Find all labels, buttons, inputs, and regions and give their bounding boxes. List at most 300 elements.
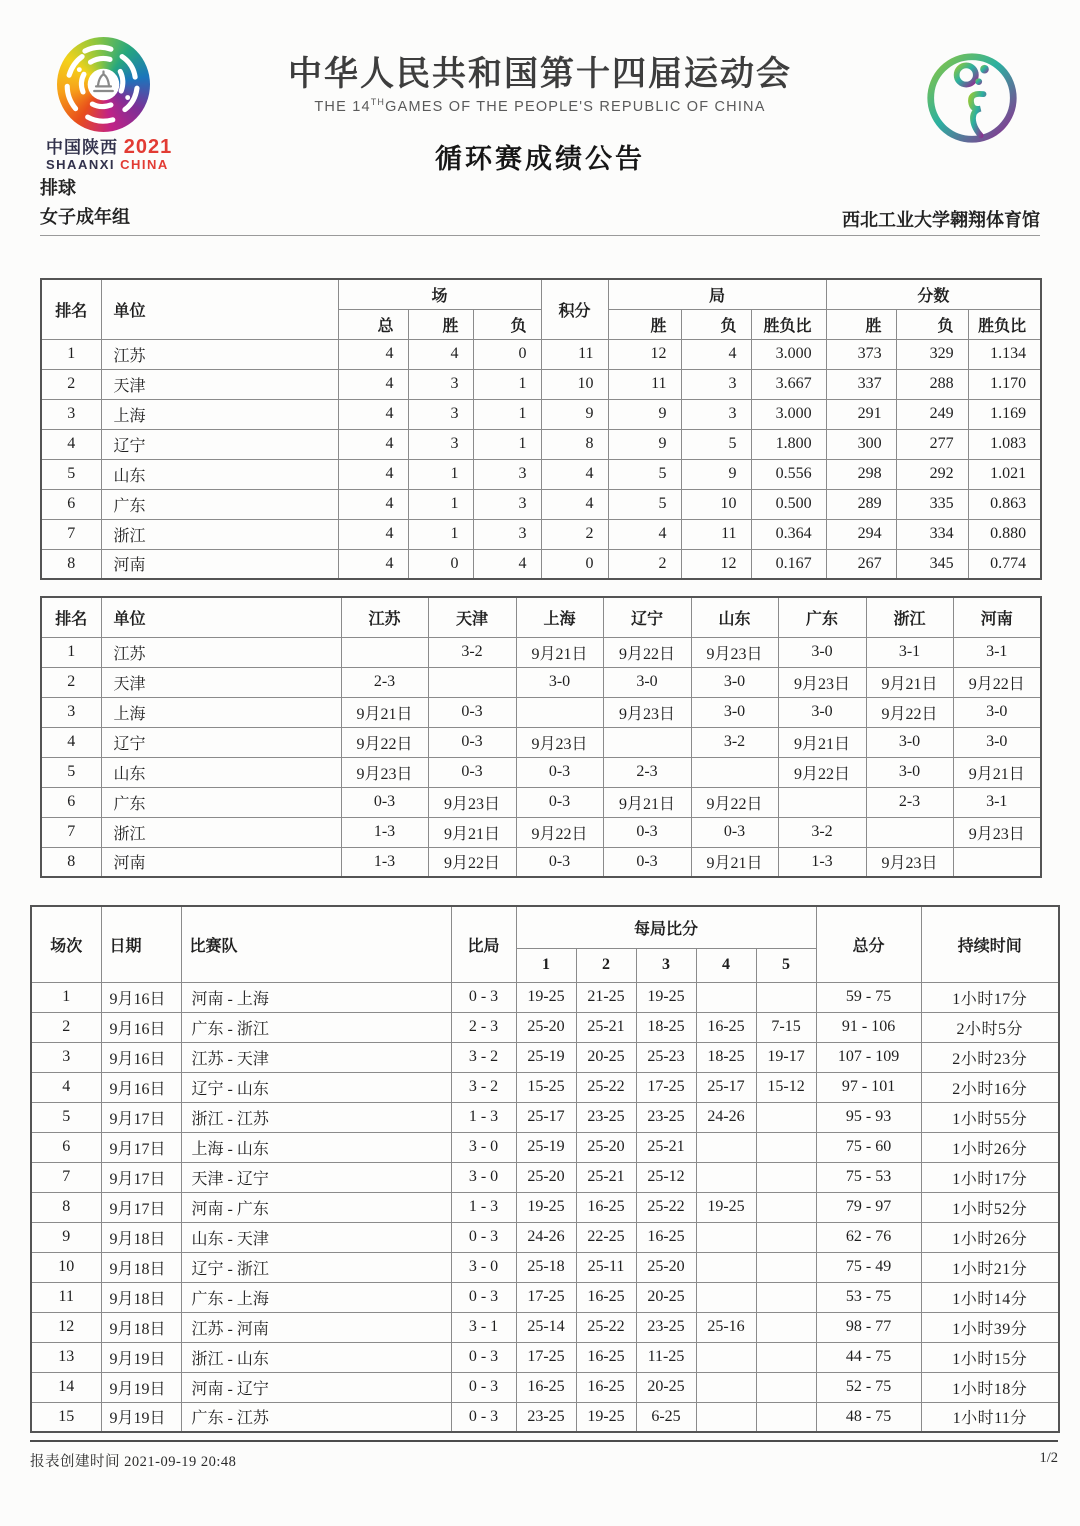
table-cell: 21-25 (576, 982, 636, 1012)
table-cell: 267 (826, 549, 896, 579)
table-cell: 18-25 (696, 1042, 756, 1072)
table-cell: 辽宁 - 浙江 (181, 1252, 451, 1282)
match-row (31, 1192, 1059, 1222)
table-cell: 2-3 (603, 757, 691, 787)
table-cell: 298 (826, 459, 896, 489)
table-cell: 9月22日 (778, 757, 866, 787)
table-cell (756, 1132, 816, 1162)
set-1-header: 1 (516, 948, 576, 982)
set-4-header: 4 (696, 948, 756, 982)
table-cell (953, 847, 1041, 877)
table-cell: 3 (408, 399, 473, 429)
table-cell: 3-0 (691, 697, 778, 727)
table-cell: 0.880 (968, 519, 1041, 549)
table-cell: 浙江 - 江苏 (181, 1102, 451, 1132)
sub-loss: 负 (473, 309, 541, 339)
set-5-header: 5 (756, 948, 816, 982)
table-cell: 3-0 (778, 697, 866, 727)
table-cell: 1 (408, 459, 473, 489)
table-cell: 9月23日 (691, 637, 778, 667)
table-cell: 23-25 (576, 1102, 636, 1132)
table-cell: 9月21日 (341, 697, 428, 727)
table-cell: 20-25 (576, 1042, 636, 1072)
table-cell: 5 (608, 489, 681, 519)
table-cell: 62 - 76 (816, 1222, 921, 1252)
sport-pictogram-logo (924, 50, 1020, 150)
table-cell: 上海 - 山东 (181, 1132, 451, 1162)
table-cell: 9月21日 (866, 667, 953, 697)
table-cell: 9月19日 (101, 1402, 181, 1432)
set-3-header: 3 (636, 948, 696, 982)
table-cell: 1.021 (968, 459, 1041, 489)
table-cell: 9月22日 (516, 817, 603, 847)
table-cell: 9月16日 (101, 1042, 181, 1072)
table-cell (756, 1162, 816, 1192)
table-cell: 9月23日 (603, 697, 691, 727)
match-row (31, 1342, 1059, 1372)
col-opponent: 广东 (778, 597, 866, 637)
set-2-header: 2 (576, 948, 636, 982)
standings-row (41, 339, 1041, 369)
matrix-row (41, 757, 1041, 787)
table-cell: 11 (681, 519, 751, 549)
table-cell: 75 - 60 (816, 1132, 921, 1162)
table-cell: 17-25 (516, 1342, 576, 1372)
table-cell: 0-3 (603, 817, 691, 847)
table-cell: 25-12 (636, 1162, 696, 1192)
table-cell: 0.774 (968, 549, 1041, 579)
table-cell: 1小时21分 (921, 1252, 1059, 1282)
table-cell: 16-25 (576, 1192, 636, 1222)
standings-table (40, 278, 1042, 580)
sub-score-loss: 负 (896, 309, 968, 339)
match-row (31, 1252, 1059, 1282)
title-block (0, 46, 1080, 176)
table-cell: 25-23 (636, 1042, 696, 1072)
table-cell: 0.863 (968, 489, 1041, 519)
table-cell (756, 1402, 816, 1432)
table-cell: 107 - 109 (816, 1042, 921, 1072)
table-cell: 25-14 (516, 1312, 576, 1342)
table-cell (756, 1102, 816, 1132)
emblem-caption-cn: 中国陕西 (46, 138, 118, 157)
table-cell: 1.170 (968, 369, 1041, 399)
table-cell: 11-25 (636, 1342, 696, 1372)
table-cell: 337 (826, 369, 896, 399)
table-cell: 16-25 (636, 1222, 696, 1252)
table-cell: 江苏 - 天津 (181, 1042, 451, 1072)
sub-total: 总 (338, 309, 408, 339)
table-cell: 广东 - 上海 (181, 1282, 451, 1312)
col-team: 单位 (101, 279, 338, 339)
sub-set-ratio: 胜负比 (751, 309, 826, 339)
table-cell: 1-3 (778, 847, 866, 877)
table-cell: 0.167 (751, 549, 826, 579)
table-cell: 16-25 (516, 1372, 576, 1402)
table-cell: 3 (681, 399, 751, 429)
table-cell: 广东 (101, 787, 341, 817)
table-cell: 4 (681, 339, 751, 369)
page-number: 1/2 (1039, 1450, 1058, 1466)
standings-row (41, 399, 1041, 429)
table-cell: 4 (608, 519, 681, 549)
table-cell: 2 (31, 1012, 101, 1042)
table-cell: 9月18日 (101, 1222, 181, 1252)
col-set-score: 比局 (451, 906, 516, 982)
emblem-caption-country: CHINA (120, 157, 169, 172)
table-cell: 25-20 (516, 1162, 576, 1192)
matrix-row (41, 697, 1041, 727)
table-cell: 345 (896, 549, 968, 579)
table-cell: 25-20 (576, 1132, 636, 1162)
table-cell (603, 727, 691, 757)
table-cell: 1 (408, 489, 473, 519)
group-matches: 场 (338, 279, 541, 309)
table-cell: 0 (473, 339, 541, 369)
table-cell: 25-17 (516, 1102, 576, 1132)
table-cell: 48 - 75 (816, 1402, 921, 1432)
table-cell: 3 (681, 369, 751, 399)
table-cell: 10 (541, 369, 608, 399)
table-cell: 河南 (101, 847, 341, 877)
table-cell: 25-16 (696, 1312, 756, 1342)
group-scores: 分数 (826, 279, 1041, 309)
matrix-row (41, 847, 1041, 877)
table-cell: 广东 - 浙江 (181, 1012, 451, 1042)
table-cell: 0 - 3 (451, 982, 516, 1012)
table-cell: 53 - 75 (816, 1282, 921, 1312)
table-cell: 1.083 (968, 429, 1041, 459)
table-cell: 9月16日 (101, 982, 181, 1012)
table-cell: 17-25 (636, 1072, 696, 1102)
table-cell: 23-25 (516, 1402, 576, 1432)
table-cell: 9月21日 (428, 817, 516, 847)
table-cell: 9月23日 (953, 817, 1041, 847)
table-cell: 1-3 (341, 817, 428, 847)
table-cell: 山东 (101, 459, 338, 489)
table-cell: 7 (31, 1162, 101, 1192)
table-cell: 0-3 (603, 847, 691, 877)
table-cell: 河南 - 辽宁 (181, 1372, 451, 1402)
table-cell: 0 - 3 (451, 1342, 516, 1372)
match-row (31, 1132, 1059, 1162)
table-cell: 3-0 (866, 727, 953, 757)
table-cell: 9月16日 (101, 1072, 181, 1102)
table-cell: 2 (41, 667, 101, 697)
table-cell: 3 - 0 (451, 1132, 516, 1162)
table-cell: 3 - 0 (451, 1252, 516, 1282)
table-cell: 294 (826, 519, 896, 549)
table-cell: 9 (31, 1222, 101, 1252)
table-cell: 1 - 3 (451, 1102, 516, 1132)
table-cell: 2小时5分 (921, 1012, 1059, 1042)
col-team: 单位 (101, 597, 341, 637)
table-cell (756, 1342, 816, 1372)
matrix-row (41, 727, 1041, 757)
table-cell: 9月23日 (778, 667, 866, 697)
table-cell: 4 (31, 1072, 101, 1102)
table-cell: 上海 (101, 697, 341, 727)
table-cell: 6 (31, 1132, 101, 1162)
table-cell: 9月22日 (428, 847, 516, 877)
table-cell (696, 982, 756, 1012)
table-cell: 1 (473, 429, 541, 459)
table-cell: 9月21日 (778, 727, 866, 757)
table-cell: 河南 - 上海 (181, 982, 451, 1012)
sub-score-win: 胜 (826, 309, 896, 339)
col-teams: 比赛队 (181, 906, 451, 982)
table-cell: 3 (31, 1042, 101, 1072)
group-label: 女子成年组 (40, 207, 130, 227)
table-cell: 4 (338, 459, 408, 489)
table-cell: 上海 (101, 399, 338, 429)
table-cell: 0-3 (516, 847, 603, 877)
table-cell: 19-17 (756, 1042, 816, 1072)
page-footer (30, 1450, 1058, 1471)
table-cell: 2-3 (866, 787, 953, 817)
table-cell: 3 - 2 (451, 1072, 516, 1102)
table-cell: 9月23日 (516, 727, 603, 757)
table-cell: 20-25 (636, 1282, 696, 1312)
group-sets: 局 (608, 279, 826, 309)
table-cell: 3 - 1 (451, 1312, 516, 1342)
table-cell: 292 (896, 459, 968, 489)
table-cell: 山东 - 天津 (181, 1222, 451, 1252)
match-row (31, 1312, 1059, 1342)
table-cell: 6 (41, 489, 101, 519)
col-duration: 持续时间 (921, 906, 1059, 982)
header-divider (40, 235, 1040, 236)
table-cell: 25-21 (576, 1012, 636, 1042)
table-cell: 1小时18分 (921, 1372, 1059, 1402)
table-cell: 7 (41, 817, 101, 847)
group-set-scores: 每局比分 (516, 906, 816, 948)
matrix-row (41, 637, 1041, 667)
table-cell: 江苏 (101, 637, 341, 667)
col-match-no: 场次 (31, 906, 101, 982)
match-row (31, 1402, 1059, 1432)
table-cell: 广东 - 江苏 (181, 1402, 451, 1432)
table-cell: 1 (473, 399, 541, 429)
table-cell: 3-0 (516, 667, 603, 697)
table-cell: 9 (608, 399, 681, 429)
table-cell: 9月23日 (866, 847, 953, 877)
table-cell: 13 (31, 1342, 101, 1372)
table-cell: 25-11 (576, 1252, 636, 1282)
table-cell: 1小时15分 (921, 1342, 1059, 1372)
table-cell: 25-22 (576, 1072, 636, 1102)
table-cell: 6 (41, 787, 101, 817)
col-opponent: 浙江 (866, 597, 953, 637)
table-cell: 1小时17分 (921, 1162, 1059, 1192)
table-cell: 8 (41, 847, 101, 877)
table-cell: 75 - 49 (816, 1252, 921, 1282)
table-cell: 辽宁 (101, 429, 338, 459)
table-cell: 79 - 97 (816, 1192, 921, 1222)
table-cell: 1小时26分 (921, 1222, 1059, 1252)
matrix-row (41, 817, 1041, 847)
match-row (31, 1012, 1059, 1042)
table-cell: 5 (41, 757, 101, 787)
match-row (31, 1372, 1059, 1402)
table-cell: 3-1 (953, 637, 1041, 667)
table-cell: 4 (338, 429, 408, 459)
table-cell: 0-3 (428, 697, 516, 727)
table-cell: 3 (473, 519, 541, 549)
standings-table-wrap (40, 278, 1040, 580)
table-cell: 16-25 (576, 1342, 636, 1372)
table-cell: 2 - 3 (451, 1012, 516, 1042)
table-cell: 25-19 (516, 1132, 576, 1162)
table-cell: 75 - 53 (816, 1162, 921, 1192)
table-cell: 3.667 (751, 369, 826, 399)
table-cell: 河南 (101, 549, 338, 579)
matrix-row (41, 667, 1041, 697)
table-cell: 1-3 (341, 847, 428, 877)
table-cell: 4 (338, 549, 408, 579)
table-cell: 0-3 (341, 787, 428, 817)
table-cell (696, 1282, 756, 1312)
table-cell (756, 1222, 816, 1252)
table-cell: 44 - 75 (816, 1342, 921, 1372)
head-to-head-table (40, 596, 1042, 878)
table-cell: 59 - 75 (816, 982, 921, 1012)
table-cell (341, 637, 428, 667)
sub-set-win: 胜 (608, 309, 681, 339)
table-cell: 3-0 (866, 757, 953, 787)
table-cell: 19-25 (636, 982, 696, 1012)
table-cell: 9月23日 (341, 757, 428, 787)
table-cell: 3-0 (953, 697, 1041, 727)
table-cell: 山东 (101, 757, 341, 787)
table-cell: 9月18日 (101, 1312, 181, 1342)
table-cell: 9 (541, 399, 608, 429)
table-cell: 11 (31, 1282, 101, 1312)
table-cell: 9 (681, 459, 751, 489)
table-cell: 11 (541, 339, 608, 369)
match-row (31, 1162, 1059, 1192)
table-cell: 9月19日 (101, 1372, 181, 1402)
table-cell: 0 - 3 (451, 1372, 516, 1402)
matrix-row (41, 787, 1041, 817)
table-cell: 4 (41, 727, 101, 757)
table-cell: 0 (541, 549, 608, 579)
table-cell: 15-25 (516, 1072, 576, 1102)
report-created-time: 报表创建时间 2021-09-19 20:48 (30, 1454, 237, 1470)
table-cell: 3-1 (866, 637, 953, 667)
table-cell: 0 - 3 (451, 1402, 516, 1432)
standings-row (41, 519, 1041, 549)
table-cell: 8 (541, 429, 608, 459)
table-cell (696, 1162, 756, 1192)
table-cell: 1 (31, 982, 101, 1012)
dancing-figure-icon (924, 50, 1020, 146)
table-cell: 12 (31, 1312, 101, 1342)
page-title: 中华人民共和国第十四届运动会 (288, 55, 792, 93)
table-cell: 1.134 (968, 339, 1041, 369)
standings-row (41, 369, 1041, 399)
table-cell: 4 (541, 489, 608, 519)
table-cell: 10 (681, 489, 751, 519)
table-cell: 浙江 (101, 519, 338, 549)
table-cell: 2小时23分 (921, 1042, 1059, 1072)
table-cell: 249 (896, 399, 968, 429)
table-cell: 3-0 (691, 667, 778, 697)
table-cell: 19-25 (576, 1402, 636, 1432)
table-cell (866, 817, 953, 847)
table-cell: 9月17日 (101, 1102, 181, 1132)
table-cell: 3 (41, 399, 101, 429)
table-cell: 11 (608, 369, 681, 399)
table-cell: 3-2 (778, 817, 866, 847)
table-cell: 7 (41, 519, 101, 549)
standings-row (41, 459, 1041, 489)
table-cell: 1小时55分 (921, 1102, 1059, 1132)
table-cell: 300 (826, 429, 896, 459)
table-cell: 2 (608, 549, 681, 579)
table-cell: 19-25 (696, 1192, 756, 1222)
table-cell: 0.556 (751, 459, 826, 489)
table-cell: 373 (826, 339, 896, 369)
table-cell: 2-3 (341, 667, 428, 697)
table-cell: 0 (408, 549, 473, 579)
standings-row (41, 429, 1041, 459)
table-cell: 1小时17分 (921, 982, 1059, 1012)
table-cell: 3 - 2 (451, 1042, 516, 1072)
table-cell: 3-0 (778, 637, 866, 667)
table-cell: 97 - 101 (816, 1072, 921, 1102)
col-opponent: 河南 (953, 597, 1041, 637)
table-cell: 9月21日 (603, 787, 691, 817)
table-cell: 9月21日 (516, 637, 603, 667)
table-cell: 3.000 (751, 339, 826, 369)
table-cell (516, 697, 603, 727)
table-cell: 江苏 - 河南 (181, 1312, 451, 1342)
col-total: 总分 (816, 906, 921, 982)
table-cell: 9月18日 (101, 1282, 181, 1312)
table-cell: 1 (408, 519, 473, 549)
table-cell: 95 - 93 (816, 1102, 921, 1132)
matches-table-wrap (30, 905, 1058, 1433)
table-cell: 15-12 (756, 1072, 816, 1102)
table-cell: 9月17日 (101, 1132, 181, 1162)
venue-label: 西北工业大学翱翔体育馆 (842, 210, 1040, 230)
table-cell: 16-25 (576, 1282, 636, 1312)
table-cell: 9月22日 (866, 697, 953, 727)
table-cell: 12 (681, 549, 751, 579)
match-row (31, 1072, 1059, 1102)
table-cell: 3 (408, 429, 473, 459)
table-cell (691, 757, 778, 787)
matrix-table-wrap (40, 596, 1040, 878)
table-cell: 4 (541, 459, 608, 489)
table-cell: 1 (41, 339, 101, 369)
col-opponent: 山东 (691, 597, 778, 637)
sport-label: 排球 (40, 178, 76, 198)
table-cell: 浙江 (101, 817, 341, 847)
table-cell: 15 (31, 1402, 101, 1432)
table-cell: 16-25 (576, 1372, 636, 1402)
table-cell: 4 (338, 369, 408, 399)
table-cell (756, 1372, 816, 1402)
table-cell: 7-15 (756, 1012, 816, 1042)
table-cell: 3 (473, 459, 541, 489)
table-cell: 4 (338, 519, 408, 549)
table-cell: 25-18 (516, 1252, 576, 1282)
table-cell: 3-0 (953, 727, 1041, 757)
table-cell: 10 (31, 1252, 101, 1282)
emblem-caption-en: SHAANXI (46, 157, 116, 172)
